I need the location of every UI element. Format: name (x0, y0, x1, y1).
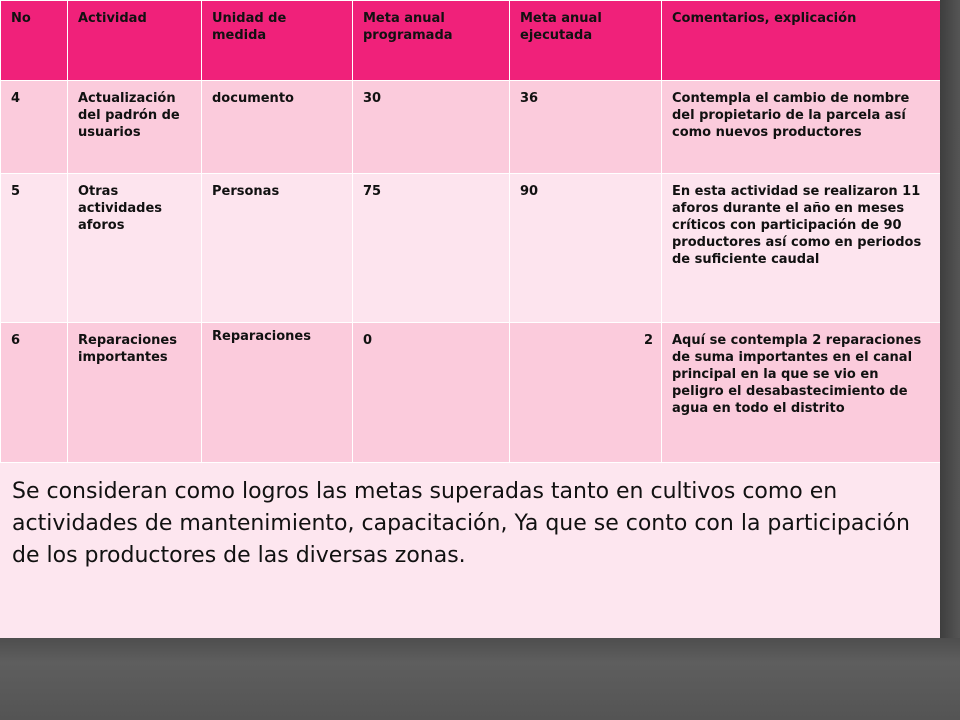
cell-actividad: Reparaciones importantes (68, 323, 202, 463)
table-row (1, 81, 941, 174)
cell-comentarios: En esta actividad se realizaron 11 aforos durante el año en meses críticos con participación de 90 productores así como en periodos de suficiente caudal (662, 174, 941, 323)
cell-actividad: Actualización del padrón de usuarios (68, 81, 202, 174)
cell-unidad: documento (202, 81, 353, 174)
slide-side-shadow (940, 0, 960, 638)
cell-comentarios: Contempla el cambio de nombre del propietario de la parcela así como nuevos productores (662, 81, 941, 174)
header-meta-ejecutada: Meta anual ejecutada (510, 1, 662, 81)
cell-meta-programada: 0 (353, 323, 510, 463)
cell-no: 6 (1, 323, 68, 463)
cell-meta-ejecutada: 36 (510, 81, 662, 174)
header-meta-programada: Meta anual programada (353, 1, 510, 81)
header-no: No (1, 1, 68, 81)
table-row (1, 174, 941, 323)
summary-text: Se consideran como logros las metas superadas tanto en cultivos como en actividades de mantenimiento, capacitación, Ya que se conto con la participación de los productores de las diversas zonas. (12, 479, 910, 568)
cell-unidad: Personas (202, 174, 353, 323)
cell-meta-programada: 30 (353, 81, 510, 174)
header-comentarios: Comentarios, explicación (662, 1, 941, 81)
cell-meta-programada: 75 (353, 174, 510, 323)
cell-meta-ejecutada: 90 (510, 174, 662, 323)
cell-meta-ejecutada: 2 (510, 323, 662, 463)
slide-bottom-background (0, 638, 960, 720)
table-header-row (1, 1, 941, 81)
header-actividad: Actividad (68, 1, 202, 81)
cell-no: 5 (1, 174, 68, 323)
table-row (1, 323, 941, 463)
cell-no: 4 (1, 81, 68, 174)
cell-actividad: Otras actividades aforos (68, 174, 202, 323)
cell-unidad: Reparaciones (202, 323, 353, 463)
cell-comentarios: Aquí se contempla 2 reparaciones de suma importantes en el canal principal en la que se vio en peligro el desabastecimiento de agua en todo el distrito (662, 323, 941, 463)
header-unidad: Unidad de medida (202, 1, 353, 81)
